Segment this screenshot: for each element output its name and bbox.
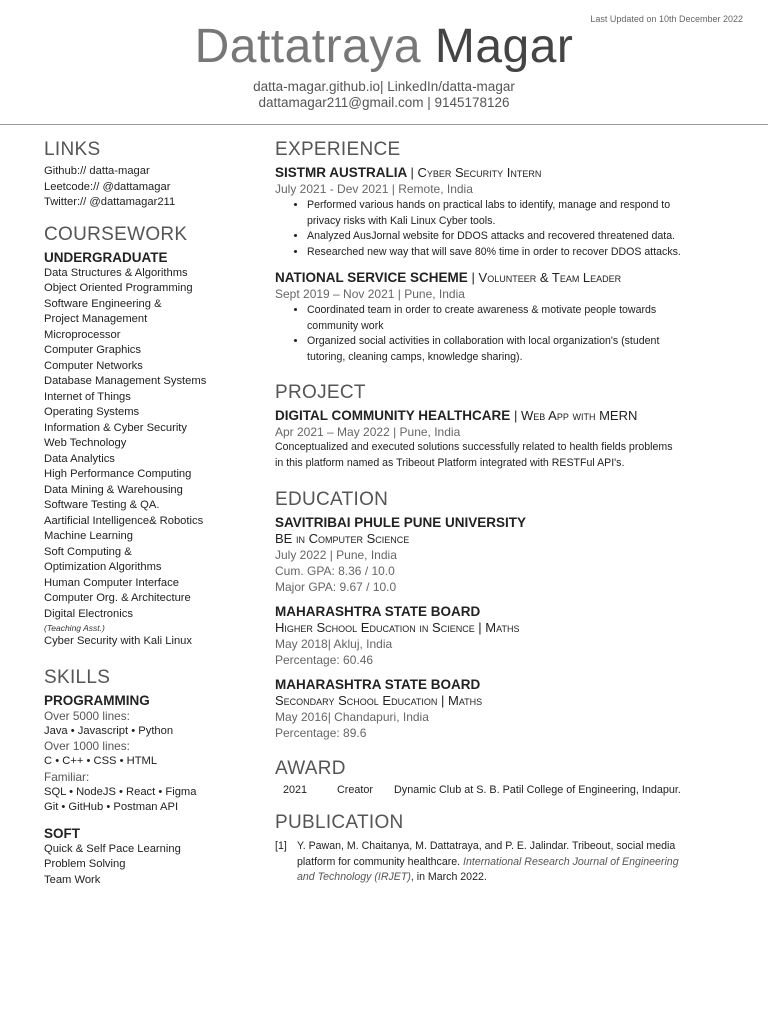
publication-heading: PUBLICATION (275, 812, 404, 833)
project-desc-1: Conceptualized and executed solutions successfully related to health fields problems (275, 441, 673, 453)
job-entry (275, 164, 735, 260)
resume-name (0, 18, 768, 76)
education-entry (275, 603, 735, 668)
school-name: MAHARASHTRA STATE BOARD (275, 677, 481, 692)
course-item: High Performance Computing (44, 468, 192, 480)
job-bullet: • Organized social activities in collaboration with local organization's (student tutoring, cleaning camps, knowledge sharing). (307, 334, 735, 365)
course-item: Internet of Things (44, 390, 131, 403)
job-org: NATIONAL SERVICE SCHEME (275, 270, 468, 285)
course-item: Computer Org. & Architecture (44, 592, 191, 604)
first-name: Dattatraya (194, 20, 422, 73)
link-leetcode[interactable]: Leetcode:// @dattamagar (44, 180, 171, 193)
project-desc-2: in this platform named as Tribeout Platform integrated with RESTFul API's. (275, 456, 625, 469)
link-twitter[interactable]: Twitter:// @dattamagar211 (44, 196, 176, 208)
publication-text: Y. Pawan, M. Chaitanya, M. Dattatraya, and P. E. Jalindar. Tribeout, social media platform for community healthcare. International Research Journal of Engineering and Technology (IRJET), in March 2022. (297, 840, 679, 883)
programming-heading: PROGRAMMING (44, 692, 150, 708)
contact-links[interactable]: datta-magar.github.io| LinkedIn/datta-magar (253, 79, 515, 94)
education-heading: EDUCATION (275, 489, 389, 510)
left-column (44, 138, 244, 888)
soft-heading: SOFT (44, 825, 80, 841)
course-item: Web Technology (44, 437, 127, 449)
familiar-label: Familiar: (44, 769, 90, 784)
job-org: SISTMR AUSTRALIA (275, 165, 407, 180)
header-divider (0, 124, 768, 125)
project-date: Apr 2021 – May 2022 | Pune, India (275, 425, 461, 439)
course-item: Data Analytics (44, 452, 115, 465)
course-item: Object Oriented Programming (44, 282, 193, 294)
over-1000-langs: C • C++ • CSS • HTML (44, 755, 158, 767)
project-role: | Web App with MERN (514, 408, 638, 423)
familiar-tools-2: Git • GitHub • Postman API (44, 801, 179, 813)
publication-tag: [1] (275, 840, 287, 852)
award-desc: Dynamic Club at S. B. Patil College of Engineering, Indapur. (394, 784, 681, 796)
project-heading: PROJECT (275, 382, 366, 403)
course-item: Soft Computing & (44, 545, 132, 558)
over-5000-label: Over 5000 lines: (44, 708, 130, 723)
skills-heading: SKILLS (44, 666, 111, 688)
publication-entry (275, 839, 735, 886)
job-role: | Volunteer & Team Leader (471, 270, 622, 285)
course-item: Aartificial Intelligence& Robotics (44, 514, 204, 527)
course-item: Data Mining & Warehousing (44, 483, 183, 496)
course-item: Software Engineering & (44, 297, 162, 310)
edu-detail: May 2018| Akluj, India (275, 637, 393, 651)
course-item: Database Management Systems (44, 375, 207, 387)
job-bullet: • Researched new way that will save 80% time in order to recover DDOS attacks. (307, 245, 735, 261)
course-item: Human Computer Interface (44, 576, 179, 589)
link-github[interactable]: Github:// datta-magar (44, 165, 150, 177)
course-list (44, 266, 244, 650)
course-item: Computer Networks (44, 359, 143, 372)
degree: BE in Computer Science (275, 531, 410, 546)
course-item: Operating Systems (44, 406, 140, 418)
teaching-note: (Teaching Asst.) (44, 623, 105, 633)
experience-heading: EXPERIENCE (275, 139, 401, 160)
edu-detail: Percentage: 89.6 (275, 726, 367, 740)
school-name: MAHARASHTRA STATE BOARD (275, 604, 481, 619)
over-1000-label: Over 1000 lines: (44, 739, 130, 753)
right-column (275, 138, 735, 886)
degree: Secondary School Education | Maths (275, 693, 483, 708)
coursework-heading: COURSEWORK (44, 223, 188, 245)
project-name: DIGITAL COMMUNITY HEALTHCARE (275, 408, 511, 423)
undergraduate-heading: UNDERGRADUATE (44, 249, 168, 265)
edu-detail: Percentage: 60.46 (275, 653, 374, 667)
job-title (275, 164, 735, 181)
award-title: Creator (337, 784, 374, 796)
familiar-tools-1: SQL • NodeJS • React • Figma (44, 785, 197, 798)
course-item: Digital Electronics (44, 607, 133, 620)
journal-name: International Research Journal of Engineering (463, 855, 679, 868)
award-year: 2021 (283, 784, 308, 796)
school-name: SAVITRIBAI PHULE PUNE UNIVERSITY (275, 515, 527, 530)
award-heading: AWARD (275, 758, 346, 779)
education-entry (275, 676, 735, 741)
edu-detail: July 2022 | Pune, India (275, 548, 397, 562)
job-bullet: • Analyzed AusJornal website for DDOS attacks and recovered threatened data. (307, 229, 735, 245)
job-bullet: • Coordinated team in order to create awareness & motivate people towards community work (307, 303, 735, 334)
degree: Higher School Education in Science | Maths (275, 620, 520, 635)
job-role: | Cyber Security Intern (410, 165, 542, 180)
course-item: Microprocessor (44, 328, 121, 341)
project-title (275, 407, 735, 424)
course-item: Machine Learning (44, 530, 133, 542)
course-item: Optimization Algorithms (44, 561, 162, 573)
last-name: Magar (434, 20, 574, 73)
job-bullet: • Performed various hands on practical labs to identify, manage and respond to privacy risks with Kali Linux Cyber tools. (307, 198, 735, 229)
contact-email-phone[interactable]: dattamagar211@gmail.com | 9145178126 (258, 95, 510, 110)
job-date: Sept 2019 – Nov 2021 | Pune, India (275, 287, 465, 301)
course-item: Software Testing & QA. (44, 499, 160, 511)
course-item: Cyber Security with Kali Linux (44, 635, 192, 647)
last-updated: Last Updated on 10th December 2022 (590, 14, 743, 24)
soft-skill: Team Work (44, 873, 101, 886)
job-title (275, 269, 735, 286)
course-item: Information & Cyber Security (44, 421, 188, 434)
job-entry (275, 269, 735, 365)
course-item: Data Structures & Algorithms (44, 266, 188, 279)
soft-skill: Quick & Self Pace Learning (44, 842, 181, 855)
over-5000-langs: Java • Javascript • Python (44, 724, 174, 737)
edu-detail: May 2016| Chandapuri, India (275, 710, 429, 724)
links-heading: LINKS (44, 139, 101, 160)
soft-skill: Problem Solving (44, 858, 126, 870)
edu-detail: Major GPA: 9.67 / 10.0 (275, 580, 397, 594)
edu-detail: Cum. GPA: 8.36 / 10.0 (275, 564, 395, 578)
contact-info (0, 79, 768, 111)
education-entry (275, 514, 735, 595)
course-item: Project Management (44, 313, 148, 325)
course-item: Computer Graphics (44, 344, 141, 356)
job-date: July 2021 - Dev 2021 | Remote, India (275, 182, 473, 196)
award-entry (275, 784, 735, 796)
